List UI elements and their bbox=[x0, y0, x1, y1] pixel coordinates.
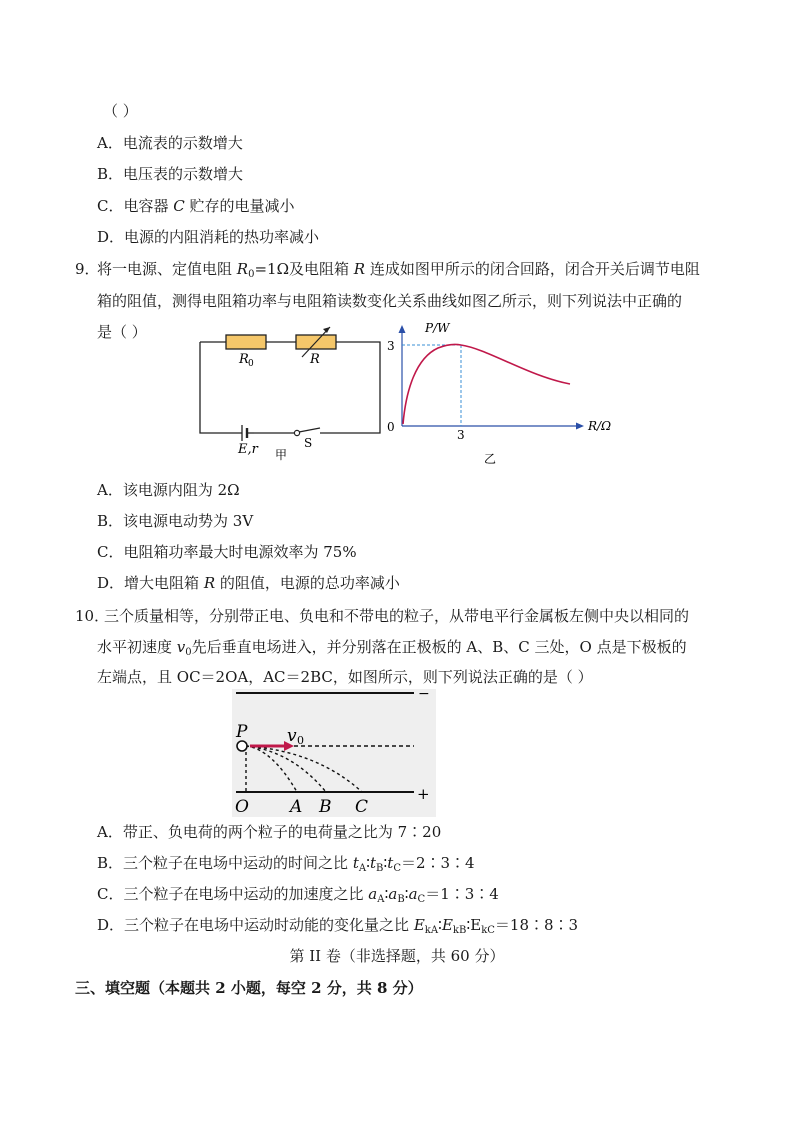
ratio-sep: ∶ bbox=[404, 885, 409, 903]
ratio-sep: ∶ bbox=[383, 854, 388, 872]
option-text: 三个粒子在电场中运动的时间之比 bbox=[123, 854, 353, 872]
y-axis-label: P/W bbox=[425, 321, 450, 335]
ratio-sep: ∶ bbox=[366, 854, 370, 872]
switch-contact bbox=[294, 430, 299, 435]
negative-sign: − bbox=[418, 689, 430, 702]
stem-text: 连成如图甲所示的闭合回路，闭合开关后调节电阻 bbox=[365, 260, 700, 278]
q9-stem-line3: 是（ ） bbox=[97, 323, 147, 341]
variable-c: C bbox=[173, 197, 185, 215]
option-text: ＝1∶3∶4 bbox=[425, 885, 499, 903]
variable-e: E bbox=[413, 916, 425, 934]
subscript: 0 bbox=[185, 647, 192, 658]
q9-number: 9． bbox=[75, 260, 100, 278]
variable-a: a bbox=[408, 885, 418, 903]
option-letter: A． bbox=[97, 134, 123, 152]
subscript: kB bbox=[452, 925, 467, 936]
option-text: 三个粒子在电场中运动时动能的变化量之比 bbox=[124, 916, 414, 934]
figure-caption-jia: 甲 bbox=[275, 448, 288, 462]
subscript: kC bbox=[481, 925, 495, 936]
option-text: 贮存的电量减小 bbox=[184, 197, 295, 215]
q10-stem-line1: 三个质量相等，分别带正电、负电和不带电的粒子，从带电平行金属板左侧中央以相同的 bbox=[104, 607, 690, 625]
q10-option-a bbox=[97, 822, 441, 842]
label-v: v bbox=[287, 726, 297, 746]
label-a: A bbox=[290, 797, 303, 817]
option-text: 该电源内阻为 2Ω bbox=[122, 481, 240, 499]
option-text: 该电源电动势为 3V bbox=[123, 512, 254, 530]
positive-sign: + bbox=[417, 785, 430, 803]
switch-lever bbox=[299, 428, 320, 432]
q8-option-d bbox=[97, 227, 319, 247]
q10-stem-line2 bbox=[97, 637, 687, 657]
q10-option-d bbox=[97, 915, 578, 935]
r0-subscript: 0 bbox=[248, 359, 254, 369]
option-text: 三个粒子在电场中运动的加速度之比 bbox=[123, 885, 369, 903]
resistor-r0 bbox=[226, 335, 266, 349]
variable-t: t bbox=[387, 854, 394, 872]
option-letter: D． bbox=[97, 916, 125, 934]
source-label: E,r bbox=[238, 442, 258, 457]
q8-option-a bbox=[97, 133, 243, 153]
subscript: A bbox=[358, 863, 367, 874]
option-letter: B． bbox=[97, 165, 124, 183]
subscript: B bbox=[397, 894, 405, 905]
subscript: A bbox=[377, 894, 385, 905]
variable-t: t bbox=[369, 854, 377, 872]
power-resistance-graph bbox=[378, 320, 618, 468]
stem-text: 先后垂直电场进入，并分别落在正极板的 A、B、C 三处，O 点是下极板的 bbox=[191, 638, 687, 656]
stem-text: 水平初速度 bbox=[97, 638, 177, 656]
option-letter: B． bbox=[97, 512, 124, 530]
label-c: C bbox=[355, 797, 369, 817]
variable-r0: R bbox=[236, 260, 249, 278]
label-v-subscript: 0 bbox=[297, 734, 304, 747]
ratio-sep: ∶E bbox=[466, 916, 482, 934]
peak-resistance-label: 3 bbox=[457, 428, 465, 442]
option-letter: C． bbox=[97, 543, 124, 561]
q10-stem-line3: 左端点，且 OC＝2OA，AC＝2BC，如图所示，则下列说法正确的是（ ） bbox=[97, 668, 593, 686]
option-text: 电容器 bbox=[123, 197, 174, 215]
y-axis-arrow-icon bbox=[399, 325, 406, 333]
variable-t: t bbox=[352, 854, 359, 872]
variable-a: a bbox=[388, 885, 398, 903]
subscript: C bbox=[417, 894, 426, 905]
stem-text: 将一电源、定值电阻 bbox=[97, 260, 237, 278]
variable-v0: v bbox=[176, 638, 186, 656]
option-text: 电流表的示数增大 bbox=[122, 134, 243, 152]
q10-number: 10． bbox=[75, 607, 110, 625]
q8-answer-bracket: （ ） bbox=[103, 102, 138, 120]
option-text: 的阻值，电源的总功率减小 bbox=[215, 574, 400, 592]
ratio-sep: ∶ bbox=[384, 885, 389, 903]
ratio-sep: ∶ bbox=[438, 916, 442, 934]
subscript: B bbox=[376, 863, 384, 874]
subscript: 0 bbox=[248, 269, 255, 280]
option-letter: D． bbox=[97, 228, 125, 246]
circuit-diagram bbox=[190, 325, 390, 470]
variable-r: R bbox=[353, 260, 366, 278]
option-letter: D． bbox=[97, 574, 125, 592]
section-three-title: 三、填空题（本题共 2 小题，每空 2 分，共 8 分） bbox=[75, 979, 423, 997]
q9-option-a bbox=[97, 480, 240, 500]
q10-option-b bbox=[97, 853, 475, 873]
option-letter: C． bbox=[97, 197, 124, 215]
figure-caption-yi: 乙 bbox=[484, 452, 497, 466]
label-p: P bbox=[236, 722, 248, 742]
option-text: 增大电阻箱 bbox=[124, 574, 204, 592]
part-two-title: 第 II 卷（非选择题，共 60 分） bbox=[289, 947, 505, 965]
origin-label: 0 bbox=[387, 420, 395, 434]
option-letter: C． bbox=[97, 885, 124, 903]
q8-option-c bbox=[97, 196, 295, 216]
label-o: O bbox=[235, 797, 249, 817]
x-axis-label: R/Ω bbox=[588, 419, 612, 433]
power-curve bbox=[403, 344, 570, 424]
variable-a: a bbox=[368, 885, 378, 903]
switch-label: S bbox=[304, 436, 313, 450]
r0-label: R bbox=[239, 352, 249, 367]
option-text: 电阻箱功率最大时电源效率为 75% bbox=[123, 543, 357, 561]
q8-option-b bbox=[97, 164, 243, 184]
option-text: 带正、负电荷的两个粒子的电荷量之比为 7∶20 bbox=[122, 823, 442, 841]
trajectory-b bbox=[246, 746, 326, 792]
option-text: ＝18∶8∶3 bbox=[494, 916, 579, 934]
option-text: 电压表的示数增大 bbox=[123, 165, 244, 183]
x-axis-arrow-icon bbox=[576, 423, 584, 430]
option-letter: A． bbox=[97, 823, 123, 841]
q9-stem-line1 bbox=[97, 259, 700, 279]
variable-r: R bbox=[203, 574, 216, 592]
particle-point-p bbox=[237, 741, 247, 751]
label-b: B bbox=[319, 797, 332, 817]
r-label: R bbox=[310, 352, 320, 367]
option-text: ＝2∶3∶4 bbox=[400, 854, 475, 872]
parallel-plate-diagram bbox=[232, 689, 436, 817]
q10-option-c bbox=[97, 884, 499, 904]
subscript: C bbox=[393, 863, 401, 874]
q9-stem-line2: 箱的阻值，测得电阻箱功率与电阻箱读数变化关系曲线如图乙所示，则下列说法中正确的 bbox=[97, 292, 683, 310]
option-letter: A． bbox=[97, 481, 123, 499]
q9-option-d bbox=[97, 573, 400, 593]
option-letter: B． bbox=[97, 854, 124, 872]
stem-text: =1Ω及电阻箱 bbox=[254, 260, 354, 278]
variable-e: E bbox=[441, 916, 453, 934]
q9-option-b bbox=[97, 511, 253, 531]
peak-value-label: 3 bbox=[387, 339, 395, 353]
subscript: kA bbox=[424, 925, 439, 936]
q9-option-c bbox=[97, 542, 357, 562]
option-text: 电源的内阻消耗的热功率减小 bbox=[124, 228, 320, 246]
